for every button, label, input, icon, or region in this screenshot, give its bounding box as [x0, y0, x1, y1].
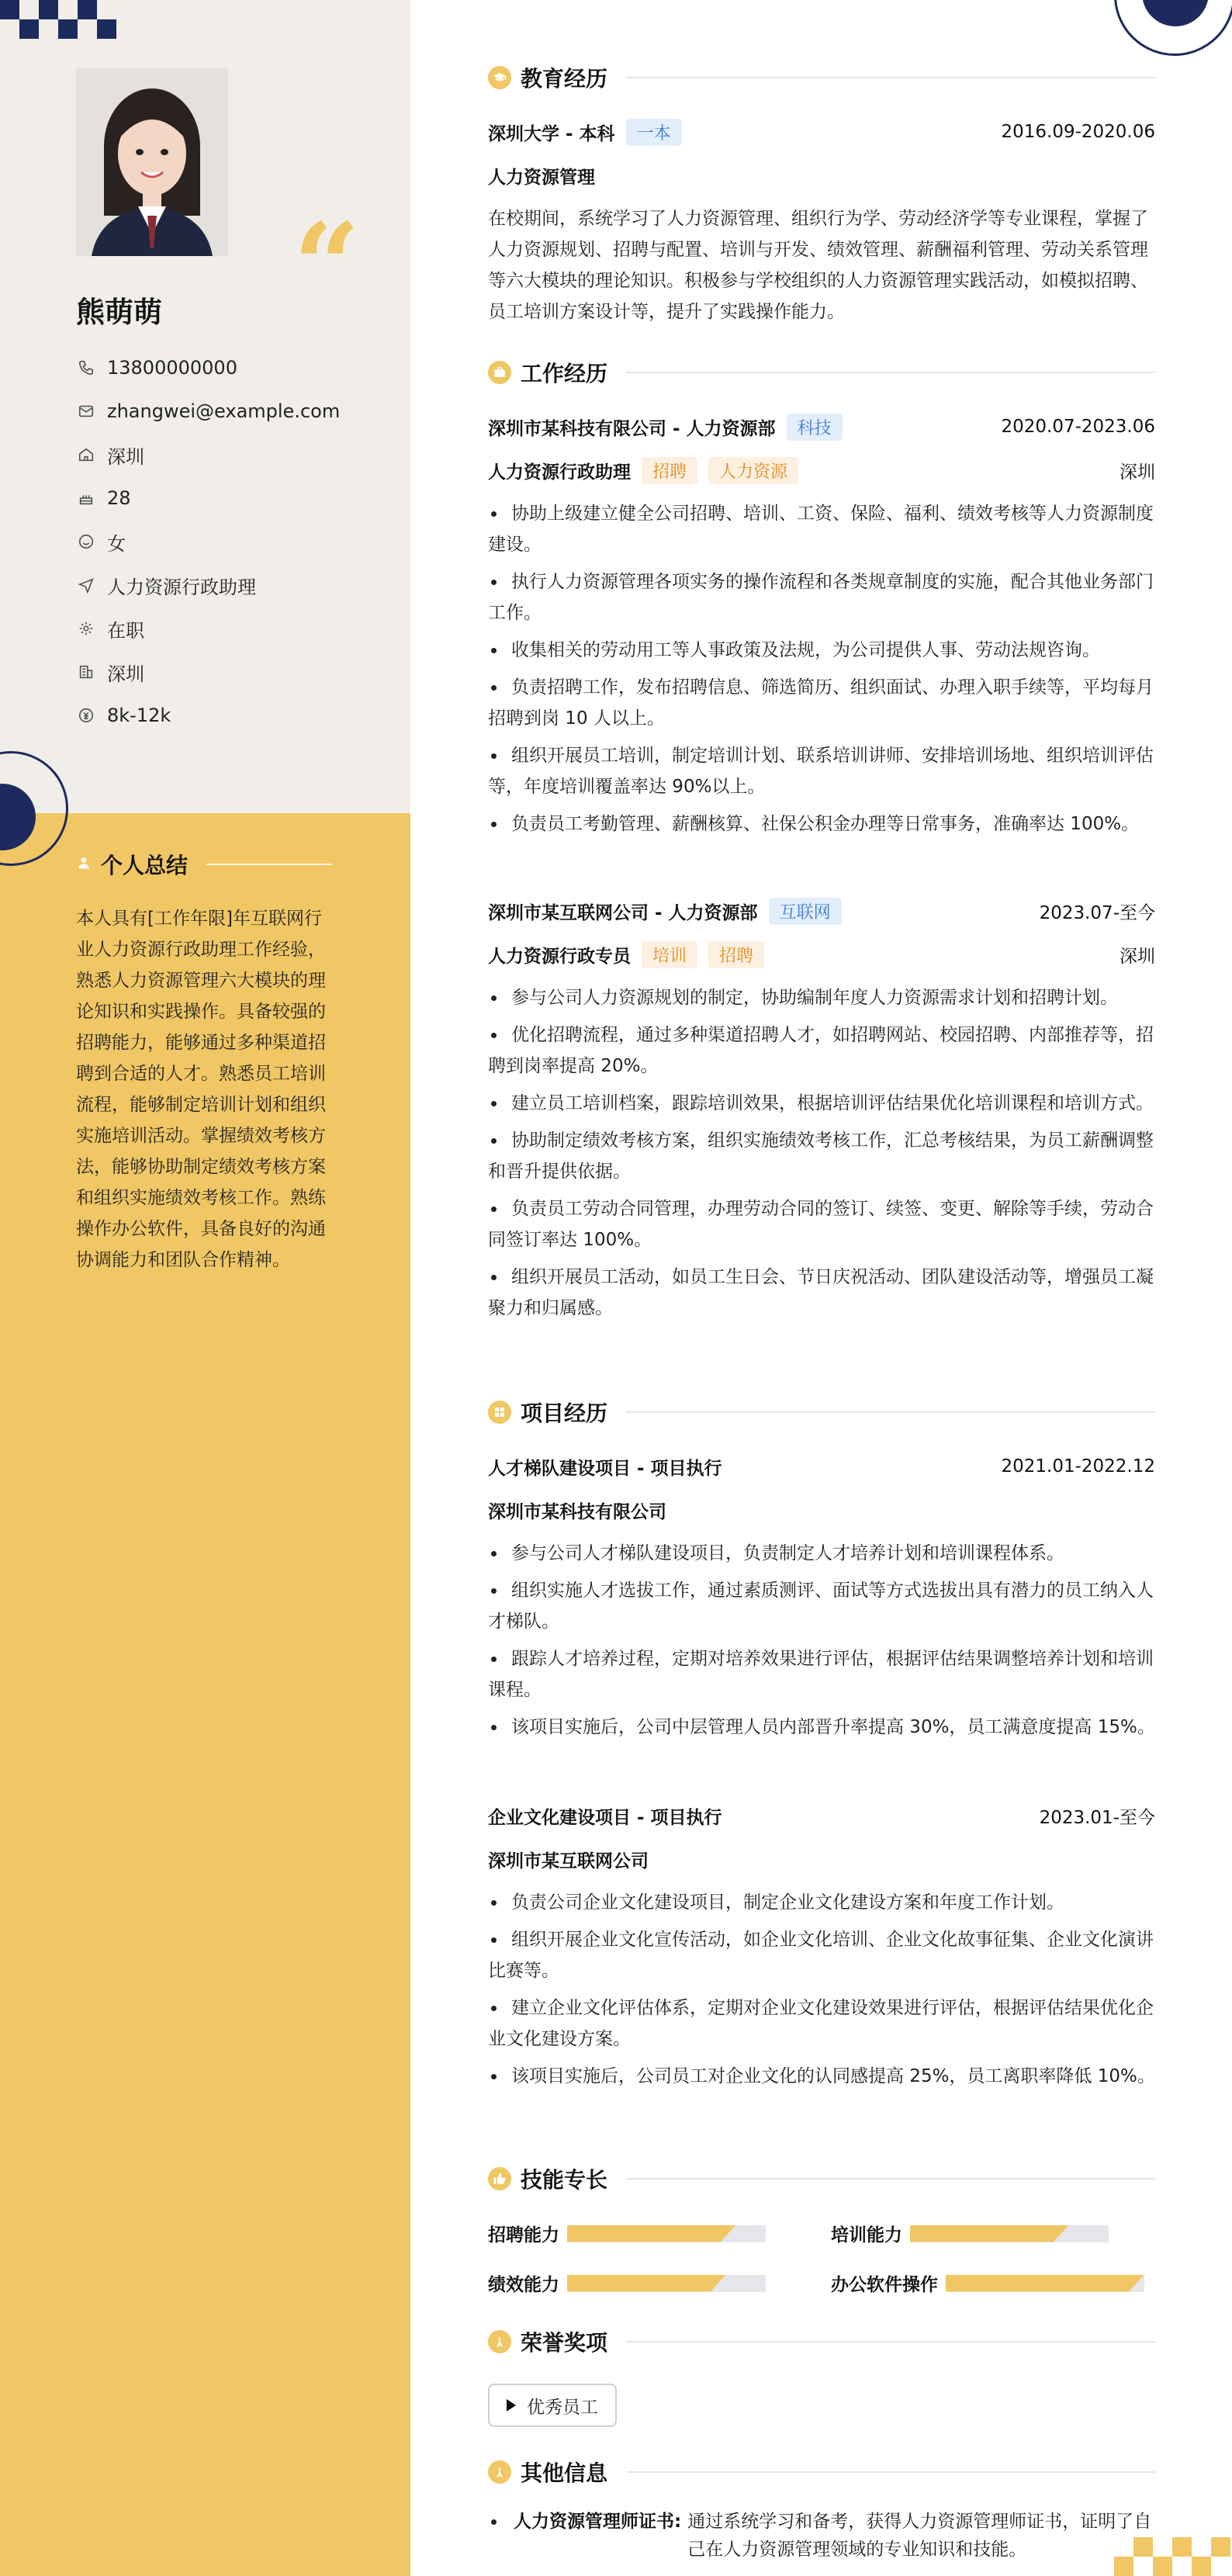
info-age-value: 28 [107, 487, 131, 509]
list-item: 组织实施人才选拔工作，通过素质测评、面试等方式选拔出具有潜力的员工纳入人才梯队。 [488, 1575, 1155, 1637]
info-phone [76, 346, 402, 390]
info-phone-value: 13800000000 [107, 357, 237, 379]
info-email [76, 390, 402, 433]
section-skills-header [488, 2163, 1155, 2194]
list-item: 收集相关的劳动用工等人事政策及法规，为公司提供人事、劳动法规咨询。 [488, 635, 1155, 666]
list-item: 建立员工培训档案，跟踪培训效果，根据培训评估结果优化培训课程和培训方式。 [488, 1088, 1155, 1119]
skill-4-fill [946, 2275, 1144, 2292]
info-location-value: 深圳 [107, 445, 144, 468]
job-1-role-row [488, 455, 1155, 486]
list-item: 组织开展员工活动，如员工生日会、节日庆祝活动、团队建设活动等，增强员工凝聚力和归属感。 [488, 1262, 1155, 1324]
skill-1-fill [567, 2225, 736, 2242]
list-item: 组织开展企业文化宣传活动，如企业文化培训、企业文化故事征集、企业文化演讲比赛等。 [488, 1924, 1155, 1986]
job-2-company: 深圳市某互联网公司 - 人力资源部 [488, 902, 758, 923]
job-1-duties [488, 498, 1155, 846]
info-icon [488, 2460, 511, 2484]
project-1-company-row [488, 1494, 1155, 1525]
section-work-header [488, 357, 1155, 388]
skill-3 [488, 2270, 766, 2296]
section-work-title: 工作经历 [521, 361, 608, 386]
section-divider [626, 1411, 1155, 1413]
info-salary [76, 694, 402, 737]
summary-header [76, 849, 332, 880]
skill-1 [488, 2221, 766, 2246]
face-icon [76, 531, 96, 552]
gear-icon [76, 618, 96, 639]
summary-title: 个人总结 [101, 853, 189, 878]
skill-1-label: 招聘能力 [488, 2225, 559, 2245]
other-info-label: 人力资源管理师证书: [514, 2512, 682, 2532]
skill-2 [831, 2221, 1109, 2246]
info-salary-value: 8k-12k [107, 705, 171, 726]
info-position [76, 563, 402, 607]
list-item: 建立企业文化评估体系，定期对企业文化建设效果进行评估，根据评估结果优化企业文化建设方案。 [488, 1993, 1155, 2055]
project-2-duties [488, 1887, 1155, 2098]
phone-icon [76, 358, 96, 378]
list-item: 参与公司人才梯队建设项目，负责制定人才培养计划和培训课程体系。 [488, 1538, 1155, 1569]
job-2-role: 人力资源行政专员 [488, 946, 631, 967]
section-projects-header [488, 1397, 1155, 1428]
section-divider [626, 2178, 1155, 2180]
skill-4-label: 办公软件操作 [831, 2275, 938, 2295]
section-honors-header [488, 2326, 1155, 2357]
section-honors-title: 荣誉奖项 [521, 2330, 608, 2356]
job-1-header [488, 411, 1155, 442]
job-2-date: 2023.07-至今 [1039, 902, 1155, 923]
list-item: 该项目实施后，公司员工对企业文化的认同感提高 25%，员工离职率降低 10%。 [488, 2061, 1155, 2092]
section-skills-title: 技能专长 [521, 2167, 608, 2193]
avatar [76, 68, 228, 256]
education-date: 2016.09-2020.06 [1001, 122, 1155, 142]
job-2-tag-1: 培训 [642, 941, 697, 968]
skill-3-label: 绩效能力 [488, 2275, 559, 2295]
project-1-company: 深圳市某科技有限公司 [488, 1501, 666, 1522]
section-divider [626, 372, 1155, 373]
section-divider [626, 2341, 1155, 2342]
list-item: 该项目实施后，公司中层管理人员内部晋升率提高 30%，员工满意度提高 15%。 [488, 1712, 1155, 1743]
project-2-date: 2023.01-至今 [1039, 1807, 1155, 1828]
other-info-item [488, 2508, 1155, 2564]
project-1-header [488, 1451, 1155, 1482]
project-2-name: 企业文化建设项目 - 项目执行 [488, 1807, 722, 1828]
job-1-company-tag: 科技 [787, 414, 843, 441]
coin-icon [76, 705, 96, 725]
list-item: 优化招聘流程，通过多种渠道招聘人才，如招聘网站、校园招聘、内部推荐等，招聘到岗率提高 20%。 [488, 1020, 1155, 1082]
list-item: 协助上级建立健全公司招聘、培训、工资、保险、福利、绩效考核等人力资源制度建设。 [488, 498, 1155, 560]
other-info-text: 通过系统学习和备考，获得人力资源管理师证书，证明了自己在人力资源管理领域的专业知识和技能。 [687, 2512, 1152, 2560]
summary-text: 本人具有[工作年限]年互联网行业人力资源行政助理工作经验，熟悉人力资源管理六大模块的理论知识和实践操作。具备较强的招聘能力，能够通过多种渠道招聘到合适的人才。熟悉员工培训流程，能够制定培训计划和组织实施培训活动。掌握绩效考核方法，能够协助制定绩效考核方案和组织实施绩效考核工作。熟练操作办公软件，具备良好的沟通协调能力和团队合作精神。 [76, 909, 326, 1270]
info-gender-value: 女 [107, 532, 126, 555]
home-icon [76, 445, 96, 465]
info-email-value: zhangwei@example.com [107, 400, 341, 422]
bullet-dot [491, 2519, 497, 2525]
project-2-header [488, 1800, 1155, 1831]
checker-decoration-bottom [1114, 2537, 1232, 2576]
checker-decoration [0, 0, 124, 40]
education-description: 在校期间，系统学习了人力资源管理、组织行为学、劳动经济学等专业课程，掌握了人力资源规划、招聘与配置、培训与开发、绩效管理、薪酬福利管理、劳动关系管理等六大模块的理论知识。积极参与学校组织的人力资源管理实践活动，如模拟招聘、员工培训方案设计等，提升了实践操作能力。 [488, 209, 1148, 322]
section-education-header [488, 62, 1155, 93]
job-2-duties [488, 982, 1155, 1330]
briefcase-icon [488, 361, 511, 384]
list-item: 负责员工劳动合同管理，办理劳动合同的签订、续签、变更、解除等手续，劳动合同签订率达 100%。 [488, 1193, 1155, 1255]
job-2-city: 深圳 [1120, 946, 1155, 967]
info-status [76, 607, 402, 650]
project-1-date: 2021.01-2022.12 [1001, 1456, 1155, 1477]
graduation-cap-icon [488, 66, 511, 89]
skill-3-bar [567, 2275, 766, 2292]
list-item: 组织开展员工培训，制定培训计划、联系培训讲师、安排培训场地、组织培训评估等，年度培训覆盖率达 90%以上。 [488, 740, 1155, 802]
section-divider [626, 77, 1155, 78]
education-row [488, 116, 1155, 147]
summary-divider [206, 864, 332, 865]
job-2-tag-2: 招聘 [708, 941, 764, 968]
education-school: 深圳大学 - 本科 [488, 123, 615, 144]
list-item: 负责公司企业文化建设项目，制定企业文化建设方案和年度工作计划。 [488, 1887, 1155, 1918]
list-item: 负责招聘工作，发布招聘信息、筛选简历、组织面试、办理入职手续等，平均每月招聘到岗 10 人以上。 [488, 672, 1155, 734]
skill-1-bar [567, 2225, 766, 2242]
job-2-company-tag: 互联网 [769, 898, 842, 925]
list-item: 协助制定绩效考核方案，组织实施绩效考核工作，汇总考核结果，为员工薪酬调整和晋升提供依据。 [488, 1125, 1155, 1187]
education-tag: 一本 [626, 119, 682, 146]
info-city [76, 650, 402, 694]
job-2-role-row [488, 939, 1155, 970]
job-1-tag-2: 人力资源 [708, 457, 798, 484]
contact-info-list [76, 346, 402, 737]
list-item: 参与公司人力资源规划的制定，协助编制年度人力资源需求计划和招聘计划。 [488, 982, 1155, 1013]
section-education-title: 教育经历 [521, 66, 608, 92]
education-major: 人力资源管理 [488, 167, 595, 188]
thumbs-up-icon [488, 2167, 511, 2190]
project-2-company-row [488, 1844, 1155, 1875]
skill-3-fill [567, 2275, 726, 2292]
grid-icon [488, 1401, 511, 1424]
info-age [76, 476, 402, 520]
section-other-header [488, 2457, 1155, 2488]
list-item: 负责员工考勤管理、薪酬核算、社保公积金办理等日常事务，准确率达 100%。 [488, 808, 1155, 840]
play-icon [507, 2399, 516, 2412]
skill-4 [831, 2270, 1144, 2296]
award-badge[interactable] [488, 2384, 617, 2427]
job-1-role: 人力资源行政助理 [488, 462, 631, 483]
info-city-value: 深圳 [107, 663, 144, 685]
project-1-name: 人才梯队建设项目 - 项目执行 [488, 1458, 722, 1479]
section-projects-title: 项目经历 [521, 1401, 608, 1426]
section-other-title: 其他信息 [521, 2460, 608, 2486]
list-item: 执行人力资源管理各项实务的操作流程和各类规章制度的实施，配合其他业务部门工作。 [488, 566, 1155, 628]
sidebar [0, 0, 410, 2576]
award-icon [488, 2330, 511, 2353]
project-2-company: 深圳市某互联网公司 [488, 1851, 649, 1871]
job-1-company: 深圳市某科技有限公司 - 人力资源部 [488, 418, 776, 439]
info-location [76, 433, 402, 476]
job-2-header [488, 895, 1155, 926]
user-icon [76, 855, 92, 874]
education-major-row [488, 160, 1155, 191]
info-gender [76, 520, 402, 563]
project-1-duties [488, 1538, 1155, 1749]
list-item: 跟踪人才培养过程，定期对培养效果进行评估，根据评估结果调整培养计划和培训课程。 [488, 1643, 1155, 1705]
skill-2-fill [910, 2225, 1069, 2242]
quote-mark-icon: “ [293, 198, 361, 334]
building-icon [76, 662, 96, 682]
info-position-value: 人力资源行政助理 [107, 576, 256, 598]
skill-2-label: 培训能力 [831, 2225, 902, 2245]
info-status-value: 在职 [107, 619, 144, 642]
send-icon [76, 575, 96, 595]
job-1-tag-1: 招聘 [642, 457, 697, 484]
profile-name: 熊萌萌 [76, 296, 162, 329]
skill-2-bar [910, 2225, 1109, 2242]
mail-icon [76, 401, 96, 421]
award-label: 优秀员工 [527, 2397, 598, 2418]
job-1-date: 2020.07-2023.06 [1001, 417, 1155, 437]
job-1-city: 深圳 [1120, 462, 1155, 483]
skill-4-bar [946, 2275, 1144, 2292]
section-divider [626, 2471, 1155, 2473]
cake-icon [76, 488, 96, 508]
